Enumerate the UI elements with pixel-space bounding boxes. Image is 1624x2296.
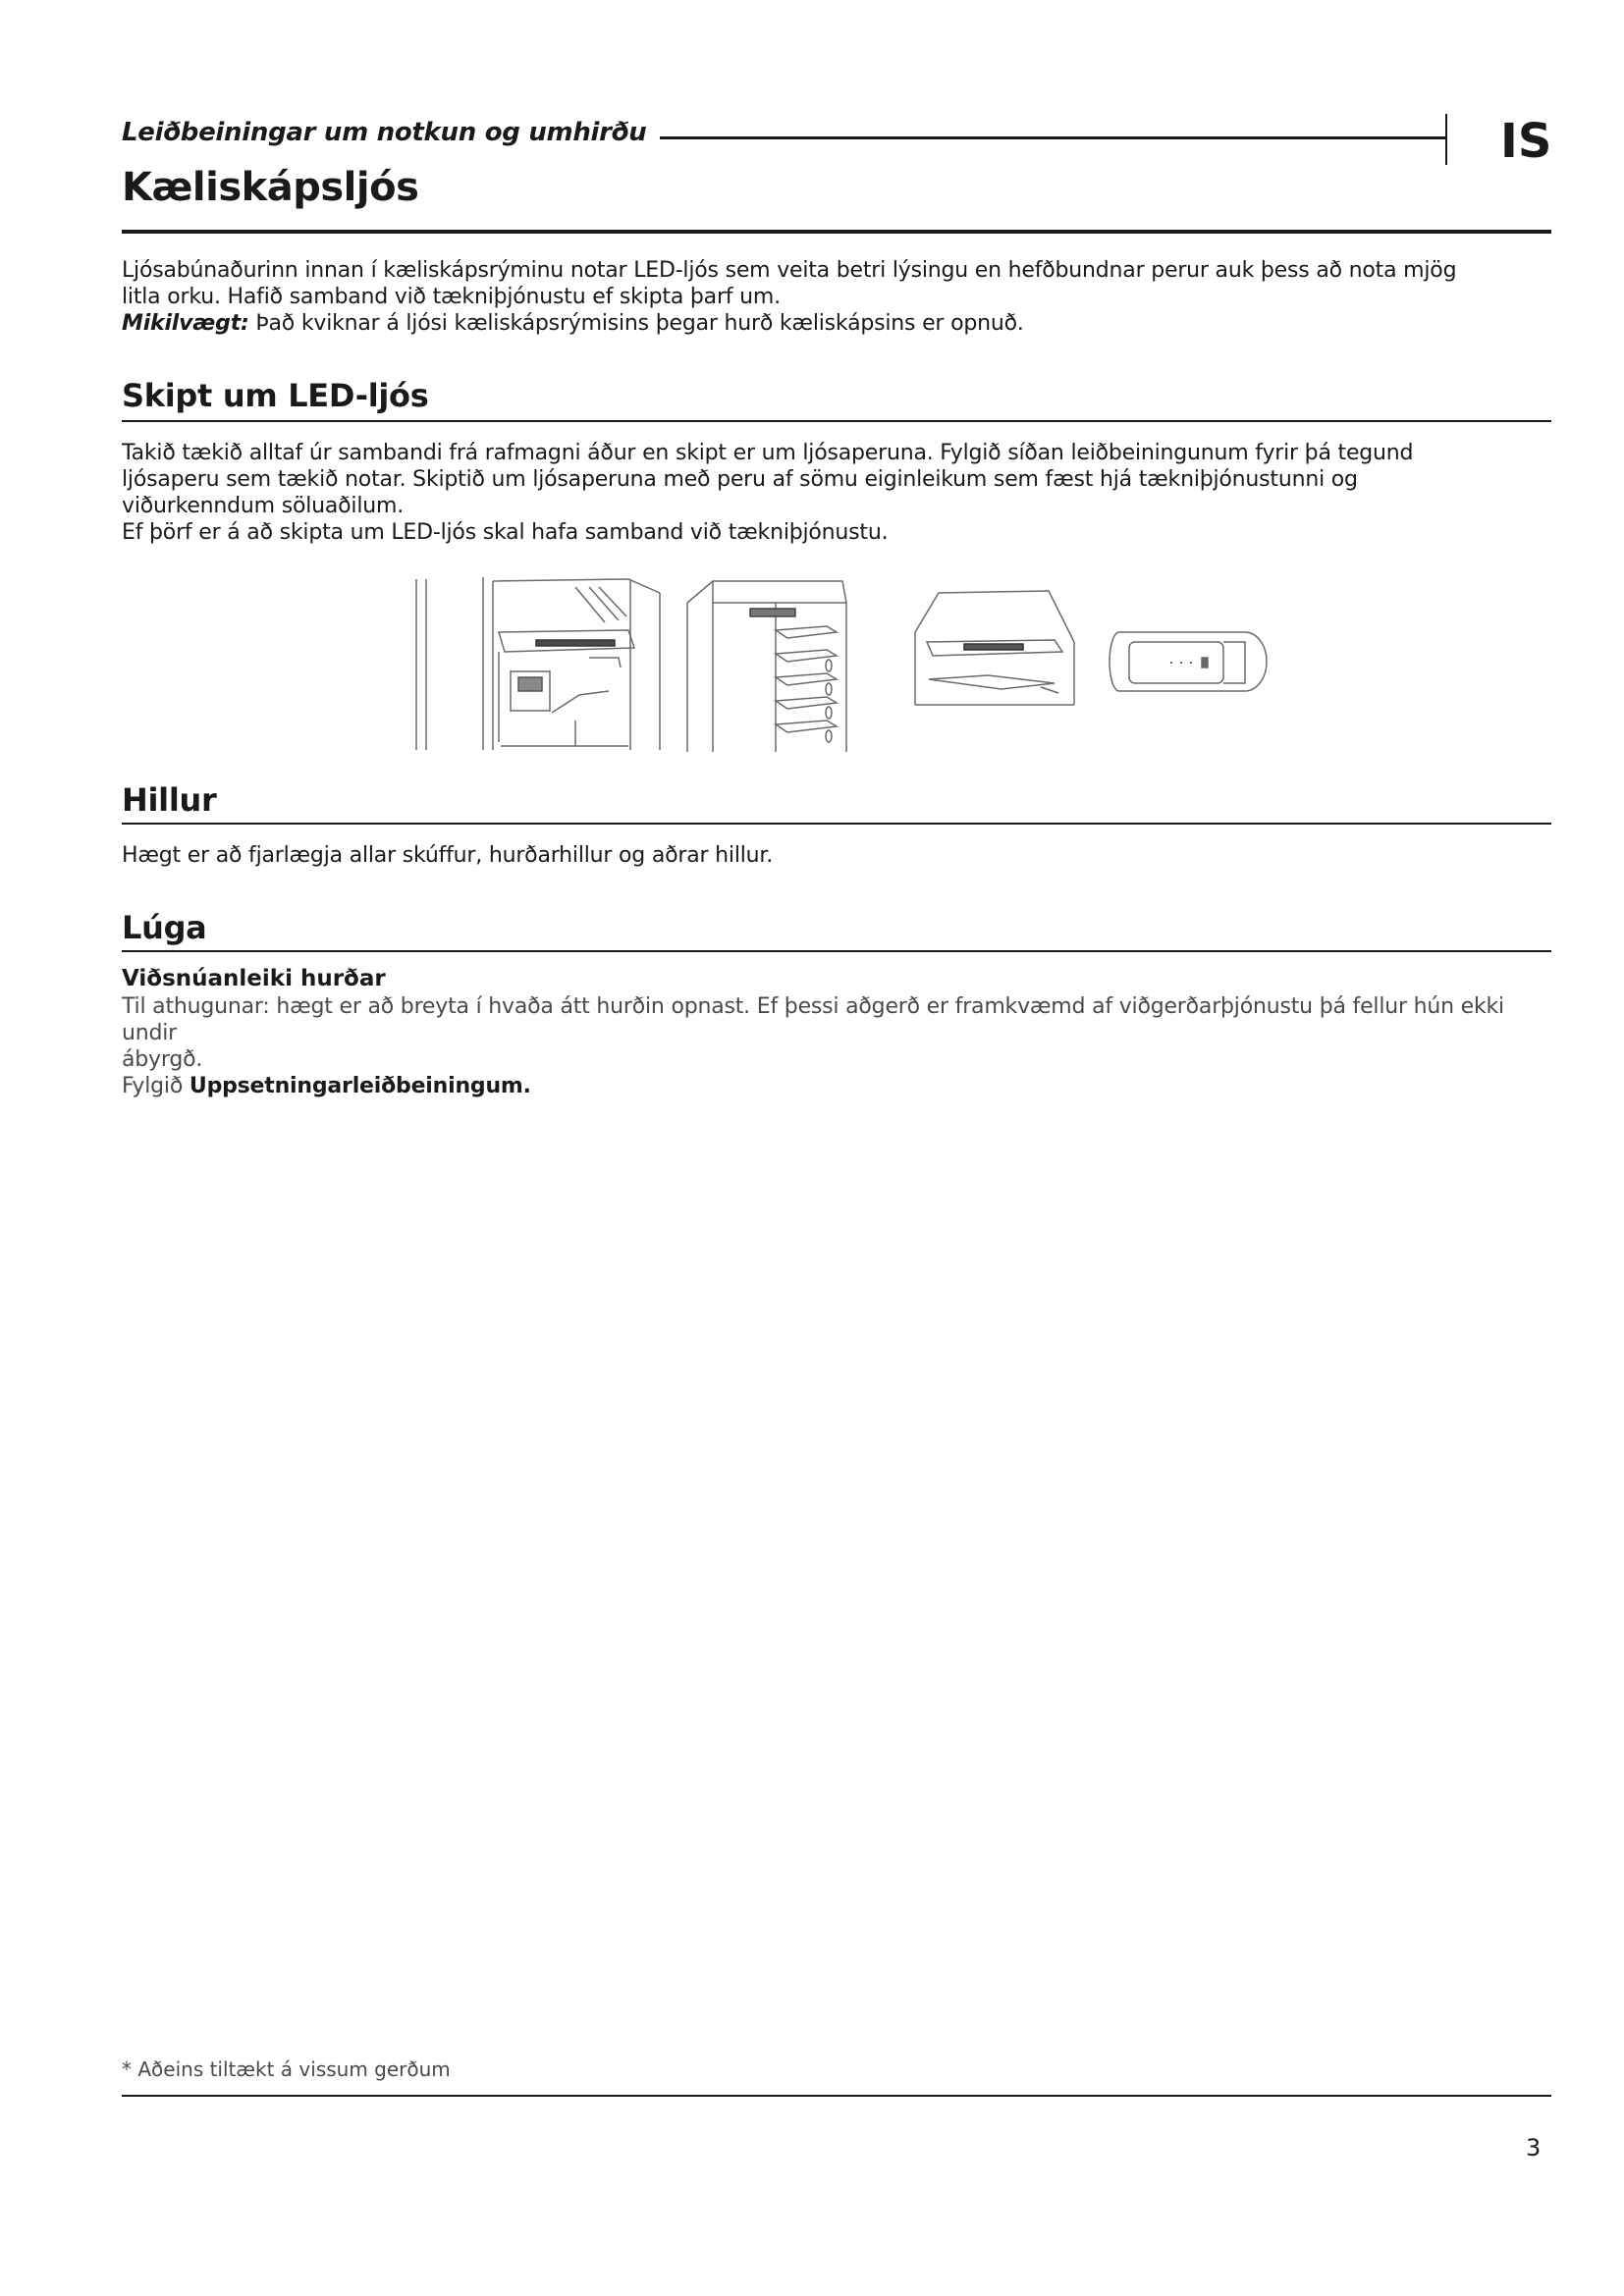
fridge-shelves-drawing <box>687 581 846 752</box>
door-follow-line <box>122 1073 1551 1099</box>
installation-instructions-ref: Uppsetningarleiðbeiningum. <box>189 1074 531 1098</box>
led-line-1: Takið tækið alltaf úr sambandi frá rafmagni áður en skipt er um ljósaperuna. Fylgið síðan leiðbeiningunum fyrir þá tegund <box>122 441 1414 465</box>
header-divider <box>1445 114 1447 165</box>
door-paragraph <box>122 993 1551 1099</box>
door-subheading: Viðsnúanleiki hurðar <box>122 966 386 991</box>
follow-prefix: Fylgið <box>122 1074 189 1098</box>
header-rule <box>660 136 1445 139</box>
shelves-paragraph: Hægt er að fjarlægja allar skúffur, hurðarhillur og aðrar hillur. <box>122 843 774 868</box>
led-paragraph <box>122 440 1551 546</box>
led-line-4: Ef þörf er á að skipta um LED-ljós skal hafa samband við tækniþjónustu. <box>122 520 889 545</box>
section-heading-shelves: Hillur <box>122 781 217 819</box>
footnote: * Aðeins tiltækt á vissum gerðum <box>122 2057 451 2081</box>
light-housing-drawing <box>915 591 1074 705</box>
led-line-2: ljósaperu sem tækið notar. Skiptið um ljósaperuna með peru af sömu eiginleikum sem fæst hjá tækniþjónustunni og <box>122 467 1358 492</box>
section-rule-shelves <box>122 823 1551 825</box>
important-text: Það kviknar á ljósi kæliskápsrýmisins þegar hurð kæliskápsins er opnuð. <box>248 311 1024 336</box>
important-label: Mikilvægt: <box>122 311 249 336</box>
page-number: 3 <box>1526 2134 1542 2162</box>
led-module-drawing <box>1110 632 1267 691</box>
intro-line-2: litla orku. Hafið samband við tækniþjónustu ef skipta þarf um. <box>122 285 781 309</box>
header-subtitle: Leiðbeiningar um notkun og umhirðu <box>122 118 647 147</box>
section-rule-led <box>122 420 1551 422</box>
door-line-2: ábyrgð. <box>122 1047 203 1072</box>
footer-rule <box>122 2095 1551 2097</box>
title-rule <box>122 230 1551 234</box>
intro-line-1: Ljósabúnaðurinn innan í kæliskápsrýminu notar LED-ljós sem veita betri lýsingu en hefðbundnar perur auk þess að nota mjög <box>122 258 1457 283</box>
important-note <box>122 310 1551 337</box>
page-title: Kæliskápsljós <box>122 165 419 210</box>
led-line-3: viðurkenndum söluaðilum. <box>122 494 405 518</box>
section-rule-door <box>122 950 1551 952</box>
section-heading-door: Lúga <box>122 909 207 946</box>
section-heading-led: Skipt um LED-ljós <box>122 377 429 414</box>
intro-paragraph <box>122 257 1551 337</box>
language-code: IS <box>1500 114 1552 169</box>
led-replacement-illustration <box>403 573 1276 754</box>
door-line-1: Til athugunar: hægt er að breyta í hvaða átt hurðin opnast. Ef þessi aðgerð er framkvæmd af viðgerðarþjónustu þá fellur hún ekki undir <box>122 994 1504 1045</box>
fridge-interior-drawing <box>416 577 660 750</box>
